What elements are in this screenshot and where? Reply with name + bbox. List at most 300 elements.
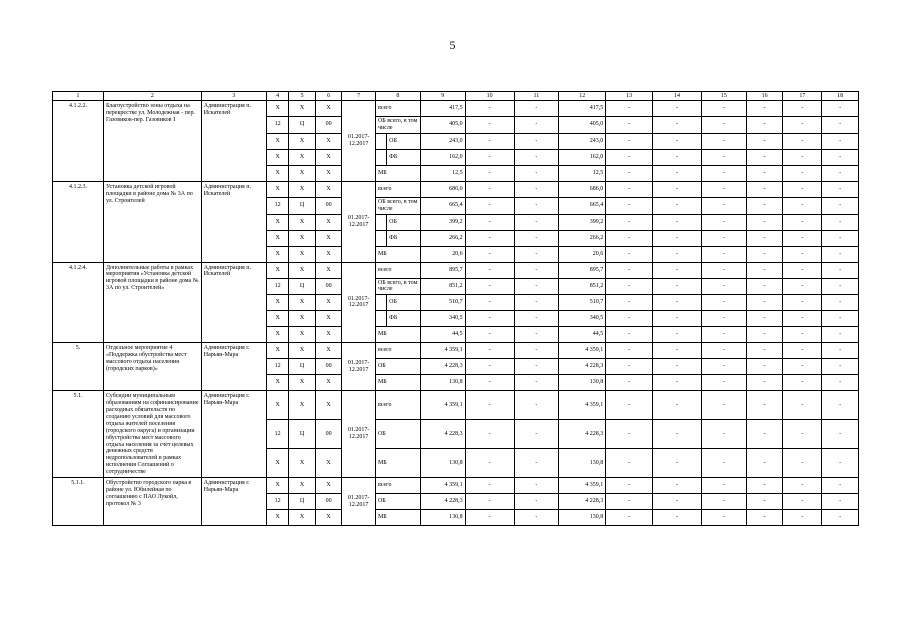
- dash-cell: -: [653, 420, 702, 449]
- header-cell: 2: [103, 92, 201, 101]
- source-cell: ФБ: [387, 311, 421, 327]
- dash-cell: -: [783, 343, 822, 359]
- dash-cell: -: [653, 478, 702, 494]
- code-cell: Х: [289, 327, 315, 343]
- value-cell: 4 228,3: [559, 494, 606, 510]
- code-cell: Х: [289, 391, 315, 420]
- code-cell: Х: [266, 149, 288, 165]
- code-cell: 00: [315, 278, 341, 295]
- dash-cell: -: [783, 230, 822, 246]
- source-cell: МБ: [375, 375, 420, 391]
- value-cell: 44,5: [559, 327, 606, 343]
- dash-cell: -: [701, 278, 746, 295]
- code-cell: Ц: [289, 197, 315, 214]
- code-cell: Х: [266, 246, 288, 262]
- code-cell: 12: [266, 420, 288, 449]
- dash-cell: -: [783, 327, 822, 343]
- header-cell: 15: [701, 92, 746, 101]
- value-cell: 665,4: [559, 197, 606, 214]
- row-period: 01.2017-12.2017: [342, 262, 376, 343]
- value-cell: 243,0: [420, 133, 465, 149]
- dash-cell: -: [465, 327, 514, 343]
- code-cell: Х: [289, 230, 315, 246]
- row-number: 4.1.2.3.: [53, 181, 104, 262]
- value-cell: 895,7: [559, 262, 606, 278]
- value-cell: 340,5: [559, 311, 606, 327]
- dash-cell: -: [465, 181, 514, 197]
- code-cell: Ц: [289, 420, 315, 449]
- header-cell: 10: [465, 92, 514, 101]
- code-cell: 12: [266, 117, 288, 134]
- dash-cell: -: [653, 327, 702, 343]
- dash-cell: -: [465, 391, 514, 420]
- dash-cell: -: [701, 230, 746, 246]
- dash-cell: -: [606, 327, 653, 343]
- dash-cell: -: [653, 375, 702, 391]
- source-cell: всего: [375, 391, 420, 420]
- table-row: [53, 391, 859, 420]
- code-cell: Х: [266, 449, 288, 478]
- dash-cell: -: [822, 343, 859, 359]
- dash-cell: -: [783, 101, 822, 117]
- dash-cell: -: [514, 133, 559, 149]
- dash-cell: -: [606, 214, 653, 230]
- row-executor: Администрация п. Искателей: [201, 262, 266, 343]
- code-cell: Х: [266, 165, 288, 181]
- dash-cell: -: [701, 494, 746, 510]
- dash-cell: -: [606, 101, 653, 117]
- value-cell: 130,8: [559, 449, 606, 478]
- source-cell: ОБ: [375, 420, 420, 449]
- indent-cell: [375, 149, 386, 165]
- dash-cell: -: [783, 197, 822, 214]
- dash-cell: -: [822, 375, 859, 391]
- code-cell: Х: [266, 478, 288, 494]
- code-cell: Ц: [289, 117, 315, 134]
- dash-cell: -: [701, 262, 746, 278]
- dash-cell: -: [514, 149, 559, 165]
- value-cell: 4 359,1: [420, 343, 465, 359]
- table-row: [53, 181, 859, 197]
- dash-cell: -: [465, 449, 514, 478]
- dash-cell: -: [822, 149, 859, 165]
- dash-cell: -: [701, 327, 746, 343]
- code-cell: Х: [315, 230, 341, 246]
- source-cell: всего: [375, 478, 420, 494]
- dash-cell: -: [746, 262, 783, 278]
- dash-cell: -: [653, 449, 702, 478]
- dash-cell: -: [653, 510, 702, 526]
- value-cell: 340,5: [420, 311, 465, 327]
- dash-cell: -: [606, 311, 653, 327]
- dash-cell: -: [653, 278, 702, 295]
- dash-cell: -: [514, 420, 559, 449]
- dash-cell: -: [465, 295, 514, 311]
- dash-cell: -: [653, 149, 702, 165]
- dash-cell: -: [606, 449, 653, 478]
- dash-cell: -: [606, 494, 653, 510]
- value-cell: 4 359,1: [559, 391, 606, 420]
- header-cell: 9: [420, 92, 465, 101]
- code-cell: 00: [315, 494, 341, 510]
- value-cell: 44,5: [420, 327, 465, 343]
- value-cell: 243,0: [559, 133, 606, 149]
- source-cell: ОБ: [387, 214, 421, 230]
- dash-cell: -: [746, 311, 783, 327]
- value-cell: 130,8: [559, 510, 606, 526]
- source-cell: ОБ: [375, 359, 420, 375]
- dash-cell: -: [822, 165, 859, 181]
- dash-cell: -: [514, 327, 559, 343]
- header-cell: 7: [342, 92, 376, 101]
- code-cell: Х: [315, 214, 341, 230]
- code-cell: Х: [266, 375, 288, 391]
- dash-cell: -: [746, 214, 783, 230]
- code-cell: Ц: [289, 278, 315, 295]
- dash-cell: -: [653, 101, 702, 117]
- code-cell: 00: [315, 117, 341, 134]
- header-cell: 11: [514, 92, 559, 101]
- dash-cell: -: [822, 510, 859, 526]
- dash-cell: -: [783, 278, 822, 295]
- row-name: Дополнительные работы в рамках мероприятия «Установка детской игровой площадки в районе дома № 3А по ул. Строителей»: [103, 262, 201, 343]
- dash-cell: -: [783, 375, 822, 391]
- source-cell: МБ: [375, 165, 420, 181]
- value-cell: 895,7: [420, 262, 465, 278]
- row-period: 01.2017-12.2017: [342, 181, 376, 262]
- dash-cell: -: [514, 375, 559, 391]
- code-cell: 12: [266, 197, 288, 214]
- dash-cell: -: [653, 133, 702, 149]
- dash-cell: -: [746, 117, 783, 134]
- header-cell: 16: [746, 92, 783, 101]
- value-cell: 665,4: [420, 197, 465, 214]
- value-cell: 20,6: [559, 246, 606, 262]
- dash-cell: -: [746, 375, 783, 391]
- dash-cell: -: [822, 295, 859, 311]
- dash-cell: -: [465, 117, 514, 134]
- dash-cell: -: [606, 420, 653, 449]
- dash-cell: -: [514, 449, 559, 478]
- dash-cell: -: [783, 510, 822, 526]
- value-cell: 4 228,3: [420, 359, 465, 375]
- code-cell: Х: [289, 214, 315, 230]
- code-cell: Х: [315, 510, 341, 526]
- dash-cell: -: [746, 359, 783, 375]
- code-cell: Х: [266, 311, 288, 327]
- code-cell: Х: [315, 391, 341, 420]
- value-cell: 4 228,3: [420, 494, 465, 510]
- row-executor: Администрация г. Нарьян-Мара: [201, 478, 266, 526]
- dash-cell: -: [465, 246, 514, 262]
- code-cell: Х: [315, 375, 341, 391]
- dash-cell: -: [653, 262, 702, 278]
- dash-cell: -: [822, 327, 859, 343]
- dash-cell: -: [465, 165, 514, 181]
- code-cell: Х: [289, 262, 315, 278]
- dash-cell: -: [822, 246, 859, 262]
- header-cell: 1: [53, 92, 104, 101]
- dash-cell: -: [465, 478, 514, 494]
- header-row: [53, 92, 859, 101]
- row-name: Благоустройство зоны отдыха на перекрестке ул. Молодежная - пер. Газовиков-пер. Газовиков 1: [103, 101, 201, 182]
- dash-cell: -: [746, 494, 783, 510]
- dash-cell: -: [606, 165, 653, 181]
- dash-cell: -: [822, 117, 859, 134]
- source-cell: МБ: [375, 449, 420, 478]
- value-cell: 12,5: [559, 165, 606, 181]
- code-cell: Х: [289, 343, 315, 359]
- table-row: [53, 478, 859, 494]
- dash-cell: -: [783, 165, 822, 181]
- dash-cell: -: [606, 262, 653, 278]
- code-cell: Х: [266, 391, 288, 420]
- code-cell: Х: [315, 449, 341, 478]
- code-cell: 00: [315, 197, 341, 214]
- dash-cell: -: [653, 246, 702, 262]
- dash-cell: -: [701, 375, 746, 391]
- dash-cell: -: [606, 343, 653, 359]
- code-cell: Х: [289, 101, 315, 117]
- dash-cell: -: [746, 343, 783, 359]
- dash-cell: -: [822, 391, 859, 420]
- value-cell: 4 359,1: [420, 478, 465, 494]
- source-cell: МБ: [375, 510, 420, 526]
- dash-cell: -: [701, 343, 746, 359]
- dash-cell: -: [514, 262, 559, 278]
- value-cell: 130,8: [420, 375, 465, 391]
- header-cell: 12: [559, 92, 606, 101]
- dash-cell: -: [465, 375, 514, 391]
- dash-cell: -: [653, 494, 702, 510]
- dash-cell: -: [701, 510, 746, 526]
- dash-cell: -: [746, 327, 783, 343]
- dash-cell: -: [514, 295, 559, 311]
- dash-cell: -: [746, 101, 783, 117]
- dash-cell: -: [783, 181, 822, 197]
- dash-cell: -: [465, 311, 514, 327]
- budget-table: [52, 91, 859, 526]
- dash-cell: -: [746, 391, 783, 420]
- code-cell: Х: [266, 214, 288, 230]
- dash-cell: -: [701, 197, 746, 214]
- value-cell: 399,2: [559, 214, 606, 230]
- code-cell: Х: [266, 230, 288, 246]
- dash-cell: -: [822, 311, 859, 327]
- dash-cell: -: [514, 246, 559, 262]
- row-period: 01.2017-12.2017: [342, 343, 376, 391]
- dash-cell: -: [514, 478, 559, 494]
- source-cell: МБ: [375, 327, 420, 343]
- dash-cell: -: [701, 181, 746, 197]
- dash-cell: -: [822, 359, 859, 375]
- value-cell: 510,7: [559, 295, 606, 311]
- dash-cell: -: [653, 343, 702, 359]
- code-cell: Х: [266, 343, 288, 359]
- code-cell: Х: [289, 449, 315, 478]
- dash-cell: -: [465, 343, 514, 359]
- dash-cell: -: [783, 133, 822, 149]
- dash-cell: -: [465, 149, 514, 165]
- row-name: Установка детской игровой площадки в районе дома № 3А по ул. Строителей: [103, 181, 201, 262]
- dash-cell: -: [465, 230, 514, 246]
- table-row: [53, 343, 859, 359]
- page-number: 5: [449, 38, 456, 52]
- dash-cell: -: [746, 510, 783, 526]
- dash-cell: -: [514, 117, 559, 134]
- value-cell: 399,2: [420, 214, 465, 230]
- dash-cell: -: [514, 510, 559, 526]
- indent-cell: [375, 214, 386, 230]
- dash-cell: -: [653, 359, 702, 375]
- dash-cell: -: [606, 149, 653, 165]
- dash-cell: -: [465, 494, 514, 510]
- dash-cell: -: [514, 359, 559, 375]
- code-cell: 00: [315, 420, 341, 449]
- dash-cell: -: [701, 165, 746, 181]
- dash-cell: -: [606, 181, 653, 197]
- source-cell: всего: [375, 101, 420, 117]
- header-cell: 6: [315, 92, 341, 101]
- dash-cell: -: [606, 246, 653, 262]
- dash-cell: -: [746, 420, 783, 449]
- dash-cell: -: [514, 494, 559, 510]
- dash-cell: -: [514, 214, 559, 230]
- dash-cell: -: [746, 246, 783, 262]
- code-cell: Х: [266, 101, 288, 117]
- code-cell: Х: [289, 181, 315, 197]
- dash-cell: -: [822, 214, 859, 230]
- code-cell: Х: [289, 149, 315, 165]
- dash-cell: -: [653, 295, 702, 311]
- source-cell: всего: [375, 343, 420, 359]
- dash-cell: -: [783, 214, 822, 230]
- code-cell: Х: [315, 478, 341, 494]
- header-cell: 13: [606, 92, 653, 101]
- row-period: 01.2017-12.2017: [342, 478, 376, 526]
- dash-cell: -: [653, 214, 702, 230]
- value-cell: 510,7: [420, 295, 465, 311]
- dash-cell: -: [822, 478, 859, 494]
- code-cell: Х: [315, 262, 341, 278]
- value-cell: 266,2: [420, 230, 465, 246]
- dash-cell: -: [514, 230, 559, 246]
- dash-cell: -: [653, 197, 702, 214]
- dash-cell: -: [822, 494, 859, 510]
- dash-cell: -: [465, 214, 514, 230]
- header-cell: 8: [375, 92, 420, 101]
- value-cell: 417,5: [559, 101, 606, 117]
- dash-cell: -: [701, 101, 746, 117]
- source-cell: всего: [375, 181, 420, 197]
- dash-cell: -: [783, 478, 822, 494]
- value-cell: 162,0: [420, 149, 465, 165]
- value-cell: 417,5: [420, 101, 465, 117]
- dash-cell: -: [514, 165, 559, 181]
- code-cell: Х: [315, 181, 341, 197]
- header-cell: 17: [783, 92, 822, 101]
- value-cell: 4 359,1: [559, 343, 606, 359]
- row-period: 01.2017-12.2017: [342, 101, 376, 182]
- code-cell: Х: [266, 181, 288, 197]
- dash-cell: -: [822, 278, 859, 295]
- code-cell: Х: [315, 149, 341, 165]
- source-cell: всего: [375, 262, 420, 278]
- code-cell: Х: [315, 343, 341, 359]
- header-cell: 14: [653, 92, 702, 101]
- dash-cell: -: [822, 420, 859, 449]
- indent-cell: [375, 295, 386, 311]
- value-cell: 130,8: [420, 449, 465, 478]
- dash-cell: -: [701, 359, 746, 375]
- dash-cell: -: [465, 420, 514, 449]
- dash-cell: -: [701, 117, 746, 134]
- dash-cell: -: [514, 197, 559, 214]
- dash-cell: -: [822, 230, 859, 246]
- code-cell: Х: [289, 510, 315, 526]
- code-cell: Х: [289, 246, 315, 262]
- dash-cell: -: [701, 149, 746, 165]
- dash-cell: -: [783, 449, 822, 478]
- code-cell: Х: [266, 262, 288, 278]
- dash-cell: -: [514, 311, 559, 327]
- value-cell: 851,2: [559, 278, 606, 295]
- row-number: 5.1.: [53, 391, 104, 478]
- dash-cell: -: [514, 101, 559, 117]
- row-executor: Администрация г. Нарьян-Мара: [201, 343, 266, 391]
- dash-cell: -: [606, 197, 653, 214]
- code-cell: 12: [266, 494, 288, 510]
- code-cell: Х: [315, 133, 341, 149]
- code-cell: Х: [289, 375, 315, 391]
- code-cell: 00: [315, 359, 341, 375]
- dash-cell: -: [783, 295, 822, 311]
- code-cell: Х: [266, 510, 288, 526]
- dash-cell: -: [606, 278, 653, 295]
- value-cell: 686,0: [559, 181, 606, 197]
- row-executor: Администрация п. Искателей: [201, 101, 266, 182]
- dash-cell: -: [701, 311, 746, 327]
- dash-cell: -: [783, 420, 822, 449]
- dash-cell: -: [746, 197, 783, 214]
- header-cell: 5: [289, 92, 315, 101]
- dash-cell: -: [783, 359, 822, 375]
- dash-cell: -: [606, 510, 653, 526]
- dash-cell: -: [783, 494, 822, 510]
- row-period: 01.2017-12.2017: [342, 391, 376, 478]
- value-cell: 4 228,3: [559, 420, 606, 449]
- value-cell: 405,0: [559, 117, 606, 134]
- indent-cell: [375, 133, 386, 149]
- row-name: Отдельное мероприятие 4 «Поддержка обустройства мест массового отдыха населения (городских парков)»: [103, 343, 201, 391]
- dash-cell: -: [606, 117, 653, 134]
- dash-cell: -: [783, 311, 822, 327]
- value-cell: 20,6: [420, 246, 465, 262]
- code-cell: Х: [266, 295, 288, 311]
- value-cell: 130,8: [420, 510, 465, 526]
- row-number: 5.1.1.: [53, 478, 104, 526]
- value-cell: 266,2: [559, 230, 606, 246]
- code-cell: Х: [266, 133, 288, 149]
- code-cell: Х: [289, 311, 315, 327]
- dash-cell: -: [606, 133, 653, 149]
- row-name: Обустройство городского парка в районе ул. Юбилейная по соглашению с ПАО Лукойл, протокол № 3: [103, 478, 201, 526]
- dash-cell: -: [701, 478, 746, 494]
- source-cell: ОБ: [387, 133, 421, 149]
- header-cell: 18: [822, 92, 859, 101]
- row-number: 5.: [53, 343, 104, 391]
- dash-cell: -: [822, 449, 859, 478]
